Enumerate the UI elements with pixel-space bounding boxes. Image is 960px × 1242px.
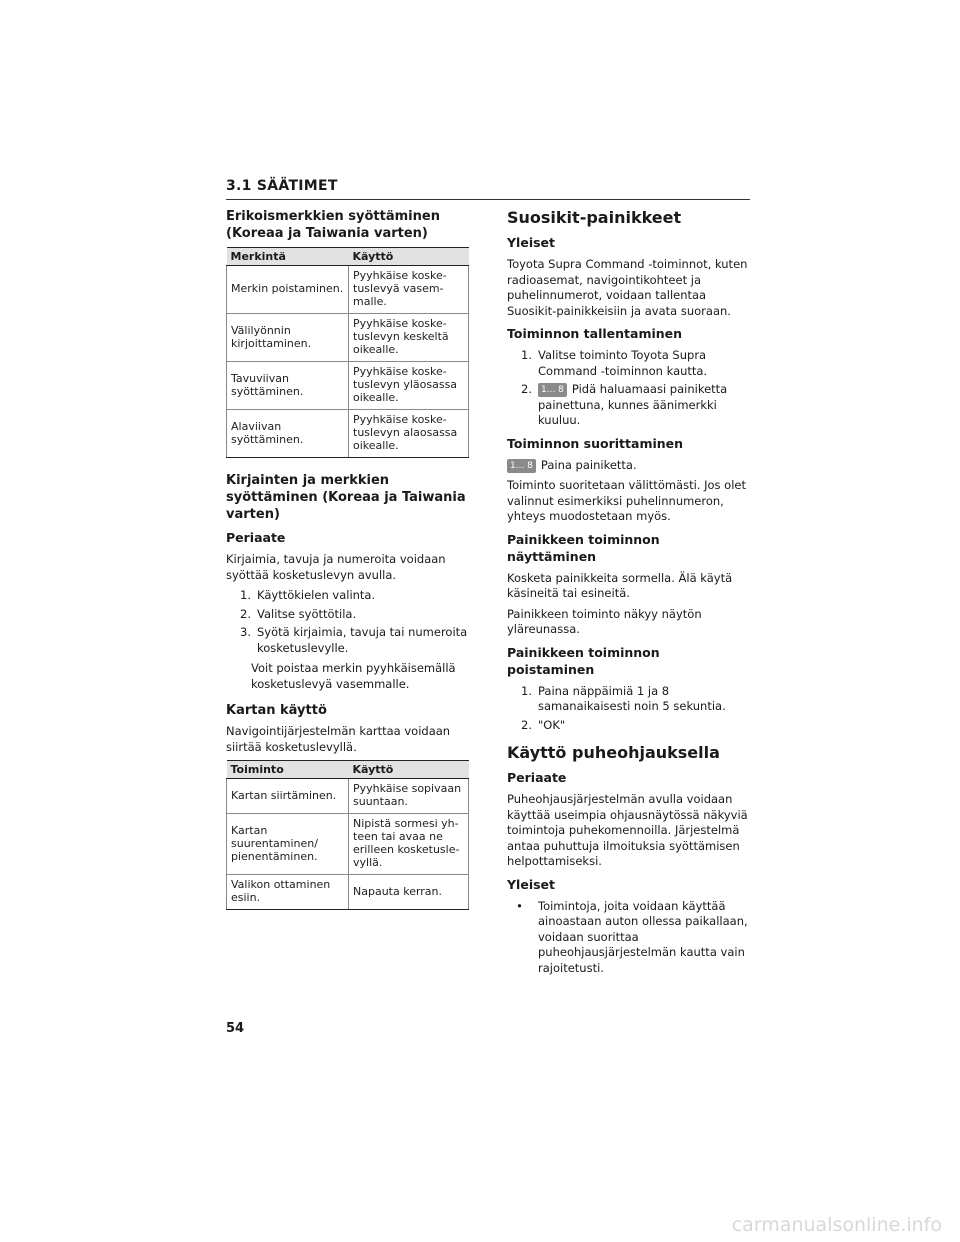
table-cell: Pyyhkäise sopivaan suuntaan.	[349, 779, 469, 814]
letters-heading: Kirjainten ja merkkien syöttäminen (Koreaa ja Taiwania varten)	[226, 473, 466, 522]
bullet-marker: •	[516, 898, 523, 913]
page-number: 54	[226, 1021, 245, 1036]
special-chars-table	[226, 247, 469, 458]
list-item	[226, 607, 469, 623]
table-cell: Napauta kerran.	[349, 875, 469, 910]
exec-text: Toiminto suoritetaan välittömästi. Jos olet valinnut esimerkiksi puhelinnumeron, yhteys muodostetaan myös.	[507, 478, 747, 523]
table-header-cell: Käyttö	[349, 248, 469, 266]
step-text: Syötä kirjaimia, tavuja tai numeroita kosketuslevylle.	[257, 625, 468, 655]
exec-heading: Toiminnon suorittaminen	[507, 435, 684, 451]
step-number: 1.	[521, 683, 532, 698]
table-cell: Pyyhkäise koske-tuslevyn alaosassa oikealle.	[349, 410, 469, 458]
save-heading: Toiminnon tallentaminen	[507, 326, 683, 341]
voice-principle-heading: Periaate	[507, 770, 567, 785]
table-row	[227, 410, 469, 458]
map-heading: Kartan käyttö	[226, 703, 327, 718]
step-number: 1.	[240, 588, 251, 602]
step-number: 1.	[521, 348, 532, 362]
list-item	[507, 718, 750, 734]
table-header-row	[227, 248, 469, 266]
step-number: 2.	[521, 382, 532, 396]
exec-icon-text: Paina painiketta.	[540, 457, 637, 472]
letters-subheading: Periaate	[226, 530, 286, 545]
delete-heading: Painikkeen toiminnon poistaminen	[507, 644, 660, 677]
favorites-general-heading: Yleiset	[507, 235, 555, 250]
voice-general-heading: Yleiset	[507, 876, 555, 892]
left-column	[226, 208, 469, 924]
favorite-buttons-icon: 1... 8	[507, 459, 536, 473]
exec-icon-line	[507, 458, 750, 474]
letters-intro: Kirjaimia, tavuja ja numeroita voidaan syöttää kosketuslevyn avulla.	[226, 552, 446, 582]
step-number: 3.	[240, 625, 251, 639]
favorites-general-text: Toyota Supra Command -toiminnot, kuten radioasemat, navigointikohteet ja puhelinnumerot, voidaan tallentaa Suosikit-painikkeisiin ja avata suoraan.	[507, 257, 748, 318]
step-text: Paina näppäimiä 1 ja 8 samanaikaisesti noin 5 sekuntia.	[538, 683, 726, 713]
watermark: carmanualsonline.info	[731, 1214, 942, 1236]
table-cell: Pyyhkäise koske-tuslevyn yläosassa oikealle.	[349, 362, 469, 410]
table-row	[227, 779, 469, 814]
map-intro: Navigointijärjestelmän karttaa voidaan siirtää kosketuslevyllä.	[226, 724, 451, 754]
voice-bullets	[507, 899, 750, 977]
table-row	[227, 362, 469, 410]
table-cell: Pyyhkäise koske-tuslevyn keskeltä oikealle.	[349, 314, 469, 362]
table-header-cell: Käyttö	[349, 761, 469, 779]
table-cell: Tavuviivan syöttäminen.	[227, 362, 349, 410]
delete-steps	[507, 684, 750, 734]
section-title: 3.1 SÄÄTIMET	[226, 178, 338, 194]
table-row	[227, 314, 469, 362]
list-item	[507, 899, 750, 977]
list-item	[226, 588, 469, 604]
right-column	[507, 208, 750, 981]
table-cell: Alaviivan syöttäminen.	[227, 410, 349, 458]
bullet-text: Toimintoja, joita voidaan käyttää ainoastaan auton ollessa paikallaan, voidaan suorittaa puheohjausjärjestelmän kautta vain rajoitetusti.	[538, 898, 748, 975]
favorites-heading: Suosikit-painikkeet	[507, 208, 682, 227]
step-text: Käyttökielen valinta.	[257, 588, 376, 602]
table-header-cell: Merkintä	[227, 248, 349, 266]
table-cell: Kartan suurentaminen/ pienentäminen.	[227, 814, 349, 875]
table-header-cell: Toiminto	[227, 761, 349, 779]
list-item	[507, 348, 750, 379]
section-header	[226, 178, 750, 200]
step-text: Valitse syöttötila.	[257, 606, 357, 621]
step-text: Valitse toiminto Toyota Supra Command -toiminnon kautta.	[538, 348, 708, 378]
table-row	[227, 875, 469, 910]
table-cell: Valikon ottaminen esiin.	[227, 875, 349, 910]
table-cell: Kartan siirtäminen.	[227, 779, 349, 814]
table-cell: Välilyönnin kirjoittaminen.	[227, 314, 349, 362]
step-text: "OK"	[538, 717, 566, 732]
table-cell: Merkin poistaminen.	[227, 266, 349, 314]
favorite-buttons-icon: 1... 8	[538, 383, 567, 397]
header-divider	[226, 199, 750, 200]
step-content	[538, 382, 750, 429]
step-text: Pidä haluamaasi painiketta painettuna, kunnes äänimerkki kuuluu.	[538, 382, 728, 427]
show-text-1: Kosketa painikkeita sormella. Älä käytä käsineitä tai esineitä.	[507, 570, 733, 600]
table-row	[227, 814, 469, 875]
map-table	[226, 760, 469, 910]
special-chars-heading: Erikoismerkkien syöttäminen (Koreaa ja Taiwania varten)	[226, 209, 440, 241]
voice-principle-text: Puheohjausjärjestelmän avulla voidaan käyttää useimpia ohjausnäytössä näkyviä toimintoja puhekomennoilla. Järjestelmä antaa puhuttuja ilmoituksia syöttämisen helpottamiseksi.	[507, 792, 748, 868]
show-heading: Painikkeen toiminnon näyttäminen	[507, 531, 660, 564]
table-cell: Pyyhkäise koske-tuslevyä vasem-malle.	[349, 266, 469, 314]
table-cell: Nipistä sormesi yh-teen tai avaa ne erilleen kosketusle-vyllä.	[349, 814, 469, 875]
letters-note: Voit poistaa merkin pyyhkäisemällä kosketuslevyä vasemmalle.	[251, 661, 456, 691]
table-header-row	[227, 761, 469, 779]
list-item	[507, 684, 750, 715]
list-item	[226, 625, 469, 656]
show-text-2: Painikkeen toiminto näkyy näytön yläreunassa.	[507, 606, 702, 636]
table-row	[227, 266, 469, 314]
list-item	[507, 382, 750, 429]
save-steps	[507, 348, 750, 429]
step-number: 2.	[240, 606, 251, 621]
step-number: 2.	[521, 717, 532, 732]
voice-heading: Käyttö puheohjauksella	[507, 743, 720, 762]
letters-steps	[226, 588, 469, 656]
